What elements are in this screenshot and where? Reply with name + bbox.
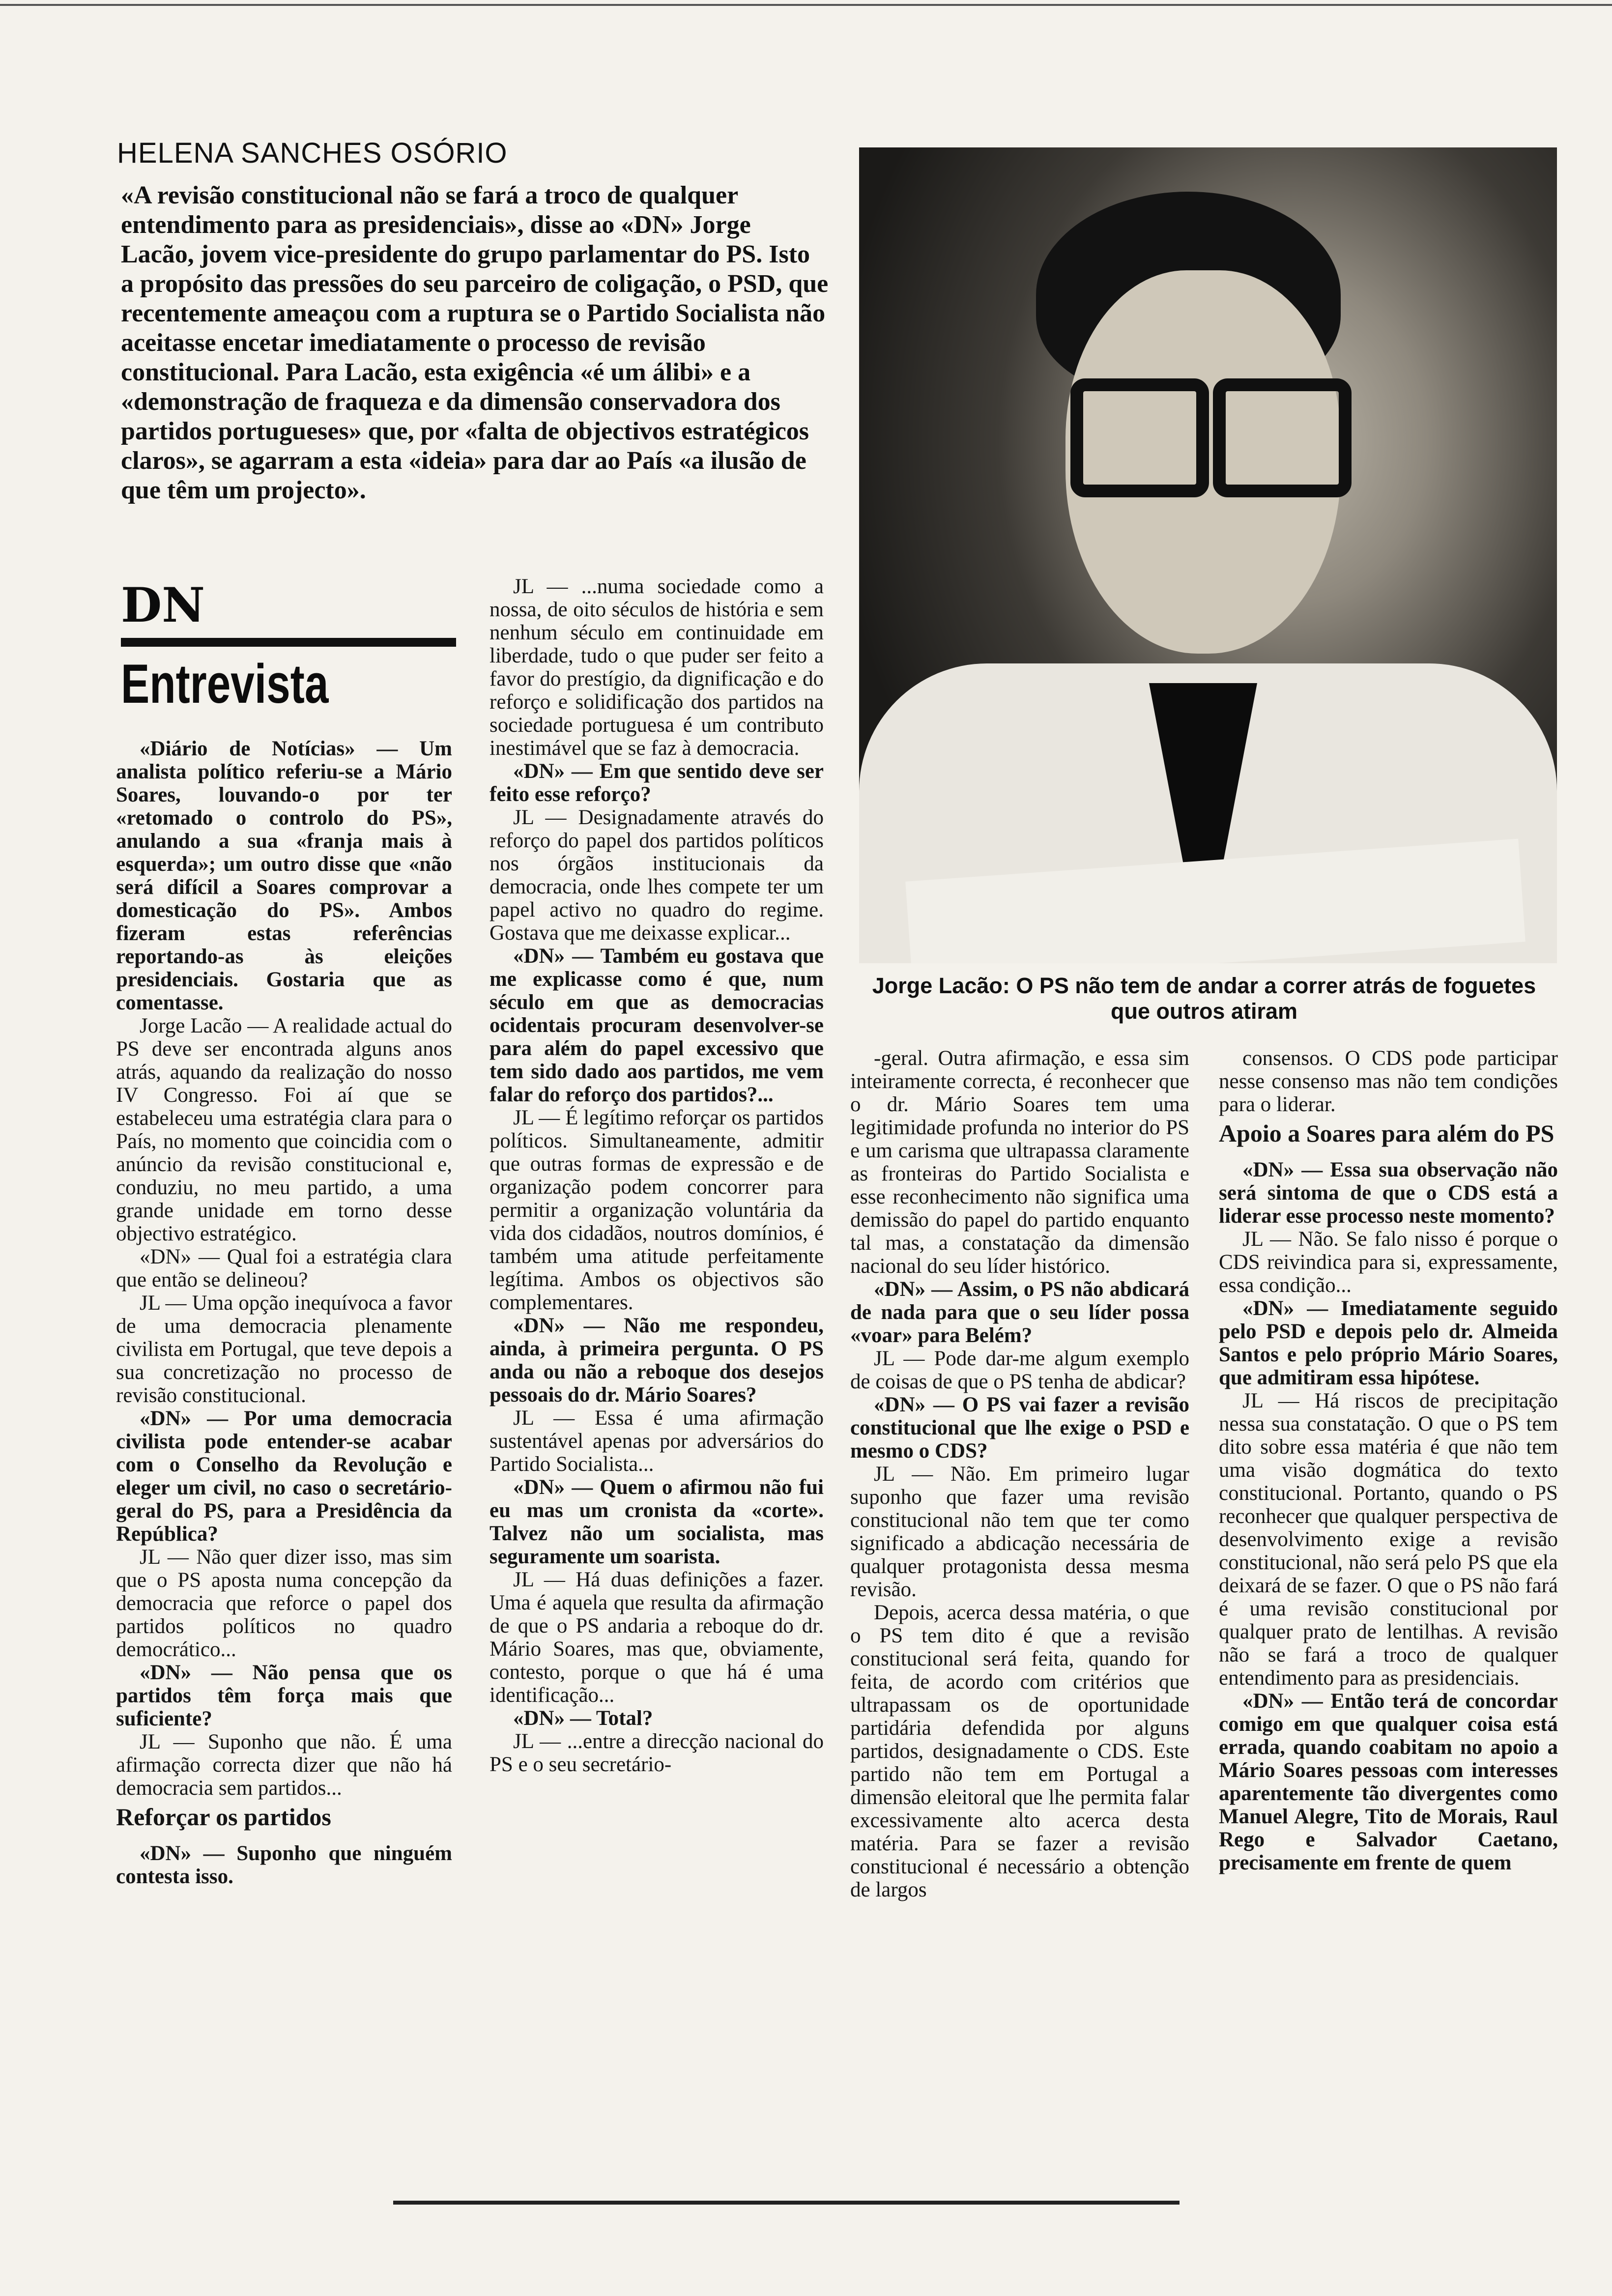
answer-paragraph: consensos. O CDS pode participar nesse consenso mas não tem condições para o liderar. [1219,1047,1558,1116]
photo-glasses-right-shape [1213,378,1352,497]
answer-paragraph: JL — Não. Em primeiro lugar suponho que fazer uma revisão constitucional não tem que ter como significado a abdicação necessária de qualquer protagonista dessa mesma revisão. [850,1463,1189,1601]
question-paragraph: «DN» — Suponho que ninguém contesta isso. [116,1842,452,1888]
article-column-4 [1219,1047,1558,1874]
top-rule [0,4,1612,6]
subheading: Reforçar os partidos [116,1803,331,1831]
answer-paragraph: JL — Essa é uma afirmação sustentável apenas por adversários do Partido Socialista... [489,1406,824,1476]
dn-logo: DN [121,577,205,633]
answer-paragraph: JL — Uma opção inequívoca a favor de uma democracia plenamente civilista em Portugal, que teve depois a sua concretização no processo de revisão constitucional. [116,1292,452,1407]
question-paragraph: «DN» — Quem o afirmou não fui eu mas um cronista da «corte». Talvez não um socialista, mas seguramente um soarista. [489,1476,824,1568]
article-column-2 [489,575,824,1776]
article-column-3 [850,1047,1189,1901]
answer-paragraph: JL — ...numa sociedade como a nossa, de oito séculos de história e sem nenhum século em continuidade em liberdade, tudo o que puder ser feito a favor do prestígio, da dignificação e do reforço e solidificação dos partidos na sociedade portuguesa é um contributo inestimável que se faz à democracia. [489,575,824,760]
answer-paragraph: JL — ...entre a direcção nacional do PS e o seu secretário- [489,1730,824,1776]
photo-glasses-left-shape [1070,378,1209,497]
question-paragraph: «DN» — Não pensa que os partidos têm força mais que suficiente? [116,1661,452,1730]
question-paragraph: «DN» — Por uma democracia civilista pode entender-se acabar com o Conselho da Revolução e eleger um civil, no caso o secretário-geral do PS, para a Presidência da República? [116,1407,452,1546]
answer-paragraph: Depois, acerca dessa matéria, o que o PS tem dito é que a revisão constitucional será feita, quando for feita, de acordo com critérios que ultrapassam os de oportunidade partidária defendida por alguns partidos, designadamente o CDS. Este partido não tem em Portugal a dimensão eleitoral que lhe permita falar excessivamente alto acerca desta matéria. Para se fazer a revisão constitucional é necessário a obtenção de largos [850,1601,1189,1901]
section-rule [121,638,456,647]
question-paragraph: «DN» — Assim, o PS não abdicará de nada para que o seu líder possa «voar» para Belém? [850,1278,1189,1347]
question-paragraph: «DN» — O PS vai fazer a revisão constitucional que lhe exige o PSD e mesmo o CDS? [850,1393,1189,1463]
question-paragraph: «DN» — Total? [513,1707,653,1730]
bottom-rule [393,2201,1180,2205]
answer-paragraph: JL — Não. Se falo nisso é porque o CDS reivindica para si, expressamente, essa condição... [1219,1228,1558,1297]
question-paragraph: «DN» — Também eu gostava que me explicasse como é que, num século em que as democracias ocidentais procuram desenvolver-se para além do papel excessivo que tem sido dado aos partidos, me vem falar do reforço dos partidos?... [489,945,824,1106]
question-paragraph: «DN» — Então terá de concordar comigo em que qualquer coisa está errada, quando coabitam no apoio a Mário Soares pessoas com interesses aparentemente tão divergentes como Manuel Alegre, Tito de Morais, Raul Rego e Salvador Caetano, precisamente em frente de quem [1219,1690,1558,1874]
question-paragraph: «DN» — Qual foi a estratégia clara que então se delineou? [116,1245,452,1292]
article-column-1 [116,737,452,1888]
answer-paragraph: JL — Designadamente através do reforço do papel dos partidos políticos nos órgãos institucionais da democracia, onde lhes compete ter um papel activo no quadro do regime. Gostava que me deixasse explicar... [489,806,824,945]
answer-paragraph: JL — Há duas definições a fazer. Uma é aquela que resulta da afirmação de que o PS andaria a reboque do dr. Mário Soares, mas que, obviamente, contesto, porque o que há é uma identificação... [489,1568,824,1707]
byline: HELENA SANCHES OSÓRIO [117,137,508,169]
lead-paragraph: «A revisão constitucional não se fará a troco de qualquer entendimento para as presidenciais», disse ao «DN» Jorge Lacão, jovem vice-presidente do grupo parlamentar do PS. Isto a propósito das pressões do seu parceiro de coligação, o PSD, que recentemente ameaçou com a ruptura se o Partido Socialista não aceitasse encetar imediatamente o processo de revisão constitucional. Para Lacão, esta exigência «é um álibi» e a «demonstração de fraqueza e da dimensão conservadora dos partidos portugueses» que, por «falta de objectivos estratégicos claros», se agarram a esta «ideia» para dar ao País «a ilusão de que têm um projecto». [121,181,829,504]
answer-paragraph: JL — É legítimo reforçar os partidos políticos. Simultaneamente, admitir que outras formas de expressão e de organização podem concorrer para permitir a organização voluntária da vida dos cidadãos, noutros domínios, é também uma atitude perfeitamente legítima. Ambos os objectivos são complementares. [489,1106,824,1314]
question-paragraph: «DN» — Em que sentido deve ser feito esse reforço? [489,760,824,806]
question-paragraph: «DN» — Não me respondeu, ainda, à primeira pergunta. O PS anda ou não a reboque dos desejos pessoais do dr. Mário Soares? [489,1314,824,1406]
answer-paragraph: -geral. Outra afirmação, e essa sim inteiramente correcta, é reconhecer que o dr. Mário Soares tem uma legitimidade profunda no interior do PS e um carisma que ultrapassa claramente as fronteiras do Partido Socialista e esse reconhecimento não significa uma demissão do papel do partido enquanto tal mas, a constatação da dimensão nacional do seu líder histórico. [850,1047,1189,1278]
photo-caption: Jorge Lacão: O PS não tem de andar a correr atrás de foguetes que outros atiram [872,973,1536,1024]
subheading: Apoio a Soares para além do PS [1219,1119,1554,1147]
portrait-photo [859,147,1557,963]
answer-paragraph: JL — Há riscos de precipitação nessa sua constatação. O que o PS tem dito sobre essa matéria é que não tem uma visão dogmática do texto constitucional. Portanto, quando o PS reconhecer que qualquer perspectiva de desenvolvimento exige a revisão constitucional, não será pelo PS que ela deixará de se fazer. O que o PS não fará é uma revisão constitucional por qualquer prato de lentilhas. A revisão não se fará a troco de qualquer entendimento para as presidenciais. [1219,1389,1558,1690]
question-paragraph: «DN» — Essa sua observação não será sintoma de que o CDS está a liderar esse processo neste momento? [1219,1158,1558,1228]
section-title: Entrevista [121,653,329,715]
answer-paragraph: JL — Não quer dizer isso, mas sim que o PS aposta numa concepção da democracia que reforce o papel dos partidos políticos no quadro democrático... [116,1546,452,1661]
question-paragraph: «DN» — Imediatamente seguido pelo PSD e depois pelo dr. Almeida Santos e pelo próprio Mário Soares, que admitiram essa hipótese. [1219,1297,1558,1389]
answer-paragraph: JL — Suponho que não. É uma afirmação correcta dizer que não há democracia sem partidos... [116,1730,452,1800]
question-paragraph: «Diário de Notícias» — Um analista político referiu-se a Mário Soares, louvando-o por ter «retomado o controlo do PS», anulando a sua «franja mais à esquerda»; um outro disse que «não será difícil a Soares comprovar a domesticação do PS». Ambos fizeram estas referências reportando-as às eleições presidenciais. Gostaria que as comentasse. [116,737,452,1014]
answer-paragraph: Jorge Lacão — A realidade actual do PS deve ser encontrada alguns anos atrás, aquando da realização do nosso IV Congresso. Foi aí que se estabeleceu uma estratégia clara para o País, no momento que coincidia com o anúncio da revisão constitucional e, conduziu, no meu partido, a uma grande unidade em torno desse objectivo estratégico. [116,1014,452,1245]
answer-paragraph: JL — Pode dar-me algum exemplo de coisas de que o PS tenha de abdicar? [850,1347,1189,1393]
